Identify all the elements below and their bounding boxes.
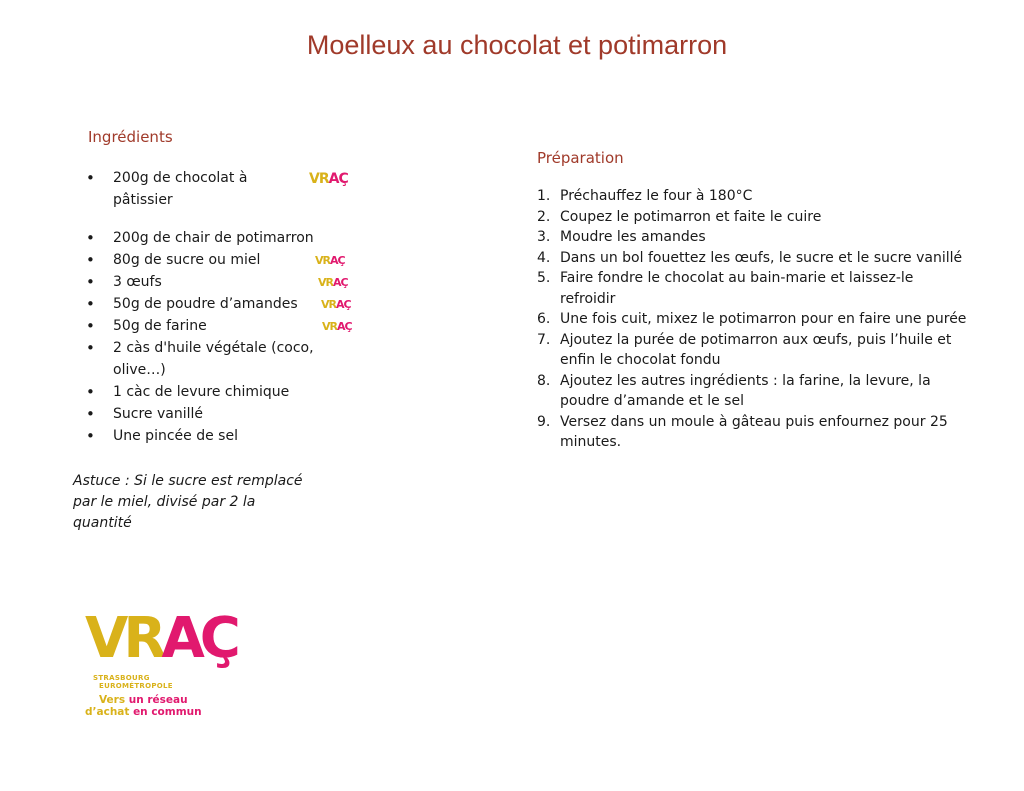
preparation-step: 6. Une fois cuit, mixez le potimarron pour en faire une purée: [537, 311, 967, 327]
ingredient-item: • 80g de sucre ou miel: [86, 249, 326, 271]
preparation-step: 1. Préchauffez le four à 180°C: [537, 188, 753, 204]
logo-city: STRASBOURG: [93, 674, 150, 682]
preparation-step: 4. Dans un bol fouettez les œufs, le sucre et le sucre vanillé: [537, 249, 963, 266]
ingredient-item: • 1 càc de levure chimique: [86, 381, 326, 403]
vrac-logo: [85, 606, 236, 718]
vrac-logo-mark: VRAÇ: [85, 606, 236, 671]
ingredient-item: • 3 œufs: [86, 271, 326, 293]
ingredient-item: • Une pincée de sel: [86, 425, 326, 447]
preparation-step: 3. Moudre les amandes: [537, 229, 706, 245]
logo-tagline: Vers un réseau d’achat en commun: [85, 694, 202, 718]
ingredient-item: • Sucre vanillé: [86, 403, 326, 425]
vrac-mini-logo: VRAÇ: [322, 320, 352, 333]
vrac-mini-logo: VRAÇ: [318, 276, 348, 289]
vrac-mini-logo: VRAÇ: [309, 171, 348, 187]
preparation-heading: Préparation: [537, 149, 624, 167]
ingredient-item: • 200g de chair de potimarron: [86, 227, 326, 249]
preparation-step: 5. Faire fondre le chocolat au bain-marie et laissez-le refroidir: [537, 270, 914, 307]
recipe-title: Moelleux au chocolat et potimarron: [306, 30, 728, 60]
ingredient-item: • 200g de chocolat à pâtissier: [86, 167, 263, 211]
preparation-step: 7. Ajoutez la purée de potimarron aux œufs, puis l’huile et enfin le chocolat fondu: [537, 331, 952, 368]
preparation-step: 9. Versez dans un moule à gâteau puis enfournez pour 25 minutes.: [537, 413, 948, 450]
logo-region: EUROMÉTROPOLE: [99, 682, 173, 690]
ingredient-item: • 2 càs d'huile végétale (coco, olive…): [86, 337, 326, 381]
ingredients-list: [86, 167, 326, 447]
ingredient-item: • 50g de poudre d’amandes: [86, 293, 326, 315]
ingredient-item: • 50g de farine: [86, 315, 326, 337]
preparation-step: 2. Coupez le potimarron et faite le cuire: [537, 208, 822, 225]
preparation-step: 8. Ajoutez les autres ingrédients : la farine, la levure, la poudre d’amande et le sel: [537, 372, 931, 409]
ingredients-heading: Ingrédients: [88, 128, 173, 146]
tip-note: Astuce : Si le sucre est remplacé par le miel, divisé par 2 la quantité: [73, 473, 303, 531]
preparation-steps: [537, 186, 967, 453]
vrac-mini-logo: VRAÇ: [321, 298, 351, 311]
vrac-mini-logo: VRAÇ: [315, 254, 345, 267]
